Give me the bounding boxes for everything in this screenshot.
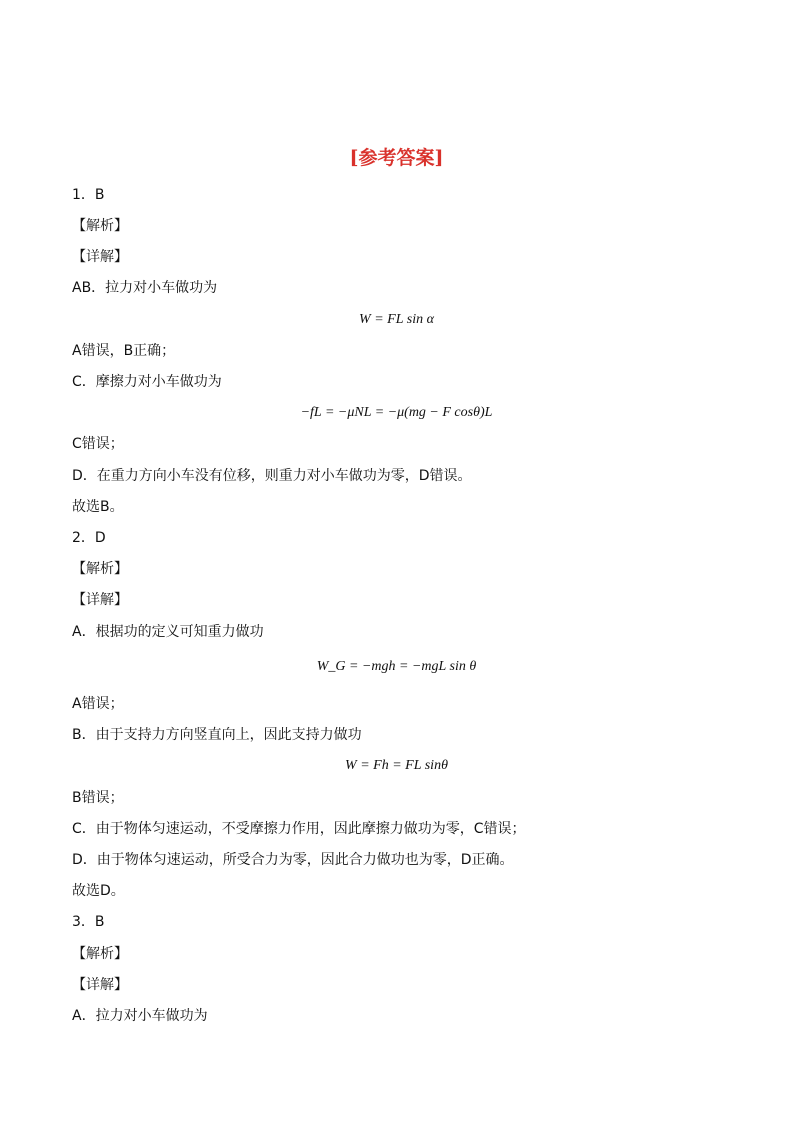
detail-label: 【详解】 <box>72 592 128 608</box>
solution-text: A．根据功的定义可知重力做功 <box>72 624 264 640</box>
solution-text: A错误，B正确； <box>72 343 176 359</box>
formula: W_G = −mgh = −mgL sin θ <box>316 659 477 674</box>
conclusion-text: 故选B。 <box>72 499 124 515</box>
analysis-label: 【解析】 <box>72 218 128 234</box>
solution-text: B．由于支持力方向竖直向上，因此支持力做功 <box>72 727 362 743</box>
solution-text: A错误； <box>72 696 124 712</box>
solution-text: C．由于物体匀速运动，不受摩擦力作用，因此摩擦力做功为零，C错误； <box>72 821 526 837</box>
formula: −fL = −μNL = −μ(mg − F cosθ)L <box>300 405 493 420</box>
answer-heading: [参考答案] <box>349 147 444 169</box>
solution-text: D．在重力方向小车没有位移，则重力对小车做功为零，D错误。 <box>72 468 472 484</box>
solution-text: A．拉力对小车做功为 <box>72 1008 208 1024</box>
solution-text: C错误； <box>72 436 124 452</box>
question-number: 2．D <box>72 530 106 546</box>
solution-text: B错误； <box>72 790 124 806</box>
solution-text: C．摩擦力对小车做功为 <box>72 374 222 390</box>
analysis-label: 【解析】 <box>72 561 128 577</box>
detail-label: 【详解】 <box>72 977 128 993</box>
solution-text: AB．拉力对小车做功为 <box>72 280 218 296</box>
question-number: 3．B <box>72 914 105 930</box>
solution-text: D．由于物体匀速运动，所受合力为零，因此合力做功也为零，D正确。 <box>72 852 514 868</box>
formula: W = FL sin α <box>359 312 434 327</box>
formula: W = Fh = FL sinθ <box>345 758 448 773</box>
conclusion-text: 故选D。 <box>72 883 125 899</box>
analysis-label: 【解析】 <box>72 946 128 962</box>
detail-label: 【详解】 <box>72 249 128 265</box>
question-number: 1．B <box>72 187 105 203</box>
